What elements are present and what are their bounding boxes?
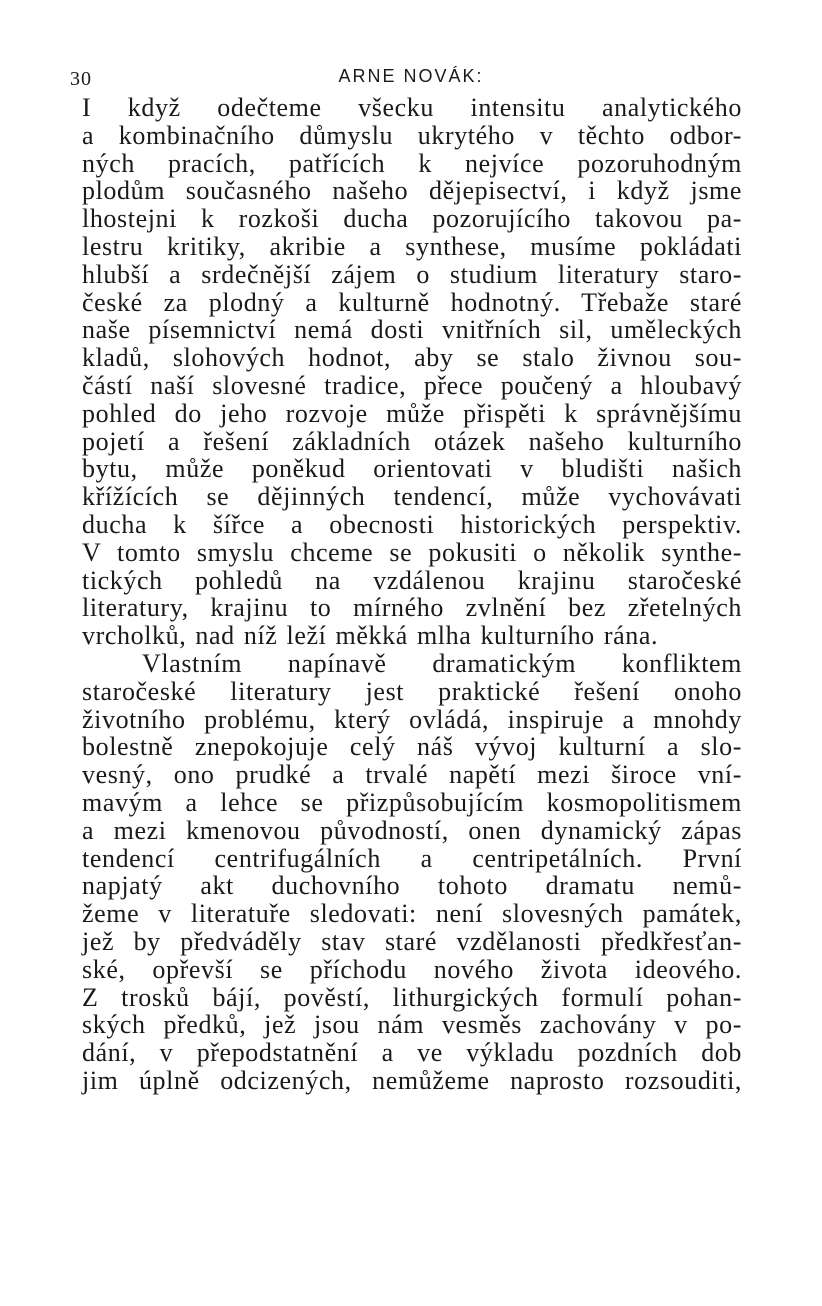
text-line: staročeské literatury jest praktické řešení onoho: [82, 676, 742, 706]
text-line: pohled do jeho rozvoje může přispěti k správnějšímu: [82, 398, 742, 428]
text-line: lestru kritiky, akribie a synthese, musíme pokládati: [82, 231, 742, 261]
text-line: jež by předváděly stav staré vzdělanosti předkřesťan-: [82, 926, 742, 956]
text-line: vesný, ono prudké a trvalé napětí mezi široce vní-: [82, 760, 742, 790]
text-line: I když odečteme všecku intensitu analytického: [82, 93, 742, 122]
text-line: dání, v přepodstatnění a ve výkladu pozdních dob: [82, 1038, 742, 1068]
text-line: kladů, slohových hodnot, aby se stalo živnou sou-: [82, 343, 742, 373]
page-number: 30: [70, 68, 92, 90]
text-line: částí naší slovesné tradice, přece poučený a hloubavý: [82, 370, 742, 400]
text-line: lhostejni k rozkoši ducha pozorujícího takovou pa-: [82, 204, 742, 234]
text-line: Vlastním napínavě dramatickým konfliktem: [142, 648, 742, 678]
text-line: tických pohledů na vzdálenou krajinu staročeské: [82, 565, 742, 595]
text-line: bolestně znepokojuje celý náš vývoj kulturní a slo-: [82, 732, 742, 762]
text-line: mavým a lehce se přizpůsobujícím kosmopolitismem: [82, 787, 742, 817]
text-line: a mezi kmenovou původností, onen dynamický zápas: [82, 815, 742, 845]
text-line: tendencí centrifugálních a centripetálních. První: [82, 843, 742, 873]
text-line: napjatý akt duchovního tohoto dramatu nemů-: [82, 871, 742, 901]
text-line: ské, opřevší se příchodu nového života ideového.: [82, 954, 742, 984]
text-line: literatury, krajinu to mírného zvlnění bez zřetelných: [82, 593, 742, 623]
text-line: bytu, může poněkud orientovati v bludišti našich: [82, 454, 742, 484]
text-line: pojetí a řešení základních otázek našeho kulturního: [82, 426, 742, 456]
text-line: a kombinačního důmyslu ukrytého v těchto odbor-: [82, 120, 742, 150]
text-line: ducha k šířce a obecnosti historických perspektiv.: [82, 509, 742, 539]
text-line: V tomto smyslu chceme se pokusiti o několik synthe-: [82, 537, 742, 567]
text-line: křížících se dějinných tendencí, může vychovávati: [82, 482, 742, 512]
text-line: životního problému, který ovládá, inspiruje a mnohdy: [82, 704, 742, 734]
text-line: naše písemnictví nemá dosti vnitřních sil, uměleckých: [82, 315, 742, 345]
text-line: Z trosků bájí, pověstí, lithurgických formulí pohan-: [82, 982, 742, 1012]
text-line: plodům současného našeho dějepisectví, i když jsme: [82, 176, 742, 206]
text-line: žeme v literatuře sledovati: není slovesných památek,: [82, 899, 742, 929]
text-line: hlubší a srdečnější zájem o studium literatury staro-: [82, 259, 742, 289]
running-head: ARNE NOVÁK:: [338, 66, 484, 86]
text-line: české za plodný a kulturně hodnotný. Třebaže staré: [82, 287, 742, 317]
text-line: ských předků, jež jsou nám vesměs zachovány v po-: [82, 1010, 742, 1040]
body-text: [82, 94, 742, 1095]
text-line: ných pracích, patřících k nejvíce pozoruhodným: [82, 148, 742, 178]
text-line: jim úplně odcizených, nemůžeme naprosto rozsouditi,: [82, 1065, 742, 1095]
text-line: vrcholků, nad níž leží měkká mlha kulturního rána.: [82, 621, 659, 651]
